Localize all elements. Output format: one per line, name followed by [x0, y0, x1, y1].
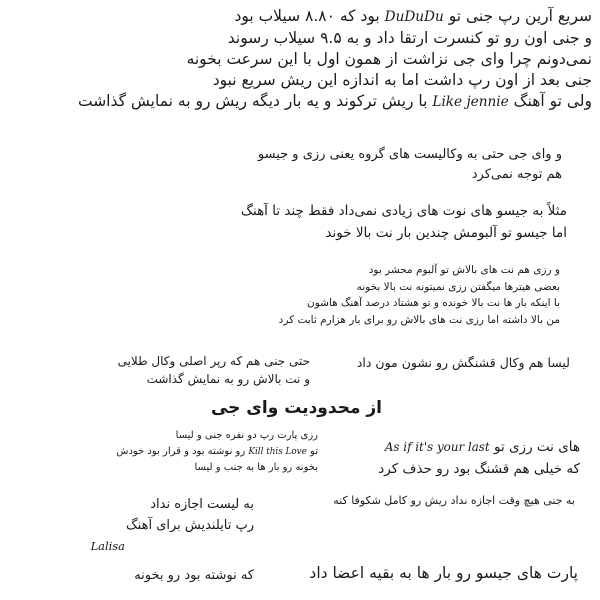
- text-line: [378, 436, 580, 458]
- paragraph-rap-speed: [78, 6, 592, 113]
- song-title-lalisa: [91, 539, 125, 554]
- song-title-kill-this-love: Kill this Love: [248, 447, 307, 457]
- text-line: بخونه رو بار ها به جنب و لیسا: [194, 462, 318, 473]
- paragraph-jennie-vocal: [118, 352, 310, 388]
- text-line: و رزی هم نت های بالاش تو آلبوم محشر بود: [368, 264, 560, 276]
- paragraph-lisa-vocal: [357, 355, 570, 370]
- text-line: [78, 91, 592, 113]
- paragraph-rose-rap-part: [116, 428, 318, 476]
- text-line: به جنی هیچ وقت اجازه نداد ریش رو کامل شکوفا کنه: [333, 494, 575, 507]
- text-line: حتی جنی هم که رپر اصلی وکال طلایی: [117, 354, 310, 368]
- text-segment: های نت رزی تو: [493, 439, 580, 455]
- text-line: که نوشته بود رو بخونه: [134, 568, 254, 583]
- paragraph-rose-notes: [279, 262, 560, 328]
- text-segment: سریع آرین رپ جنی تو: [448, 7, 592, 25]
- text-line: بعضی هیترها میگفتن رزی نمیتونه نت بالا بخونه: [356, 280, 560, 293]
- text-segment: ولی تو آهنگ: [513, 92, 592, 110]
- paragraph-rose-notes-removed: [378, 436, 580, 480]
- text-segment: تو: [310, 446, 318, 457]
- text-line: رپ تایلندیش برای آهنگ: [126, 518, 254, 533]
- text-line: و جنی اون رو تو کنسرت ارتقا داد و به ۹.۵ سیلاب رسوند: [227, 29, 592, 47]
- text-line: اما جیسو تو آلبومش چندین بار نت بالا خوند: [325, 225, 567, 241]
- song-title-as-if-its-your-last: As if it's your last: [384, 440, 490, 454]
- text-line: و نت بالاش رو به نمایش گذاشت: [146, 372, 310, 386]
- text-segment: رو نوشته بود و قرار بود خودش: [116, 446, 246, 457]
- text-line: پارت های جیسو رو بار ها به بقیه اعضا داد: [309, 564, 578, 582]
- text-line: نمی‌دونم چرا وای جی نزاشت از همون اول با این سرعت بخونه: [186, 50, 592, 68]
- paragraph-lisa-thai-rap: [126, 494, 254, 536]
- text-segment: بود که ۸.۸۰ سیلاب بود: [234, 7, 380, 25]
- script-text: Lalisa: [90, 539, 125, 553]
- paragraph-lisa-written: [134, 568, 254, 583]
- text-line: و وای جی حتی به وکالیست های گروه یعنی رزی و جیسو: [257, 147, 562, 162]
- text-segment: با ریش ترکوند و یه بار دیگه ریش رو به نمایش گذاشت: [77, 92, 428, 110]
- heading-text: از محدودیت وای جی: [210, 398, 382, 418]
- paragraph-jisoo-parts: [309, 564, 578, 582]
- text-line: لیسا هم وکال قشنگش رو نشون مون داد: [356, 355, 570, 370]
- text-line: مثلاً به جیسو های نوت های زیادی نمی‌داد فقط چند تا آهنگ: [240, 203, 567, 219]
- text-line: با اینکه بار ها نت بالا خونده و تو هشتاد درصد آهنگ هاشون: [307, 297, 560, 309]
- paragraph-jennie-never-allowed: [333, 494, 575, 507]
- text-line: به لیست اجازه نداد: [150, 497, 254, 512]
- section-heading: [211, 398, 382, 418]
- text-line: [116, 444, 318, 460]
- text-line: که خیلی هم قشنگ بود رو حذف کرد: [378, 461, 580, 477]
- text-line: [78, 6, 592, 28]
- song-title-dududu: DuDuDu: [384, 9, 444, 25]
- song-title-like-jennie: Like jennie: [432, 94, 509, 110]
- text-line: هم توجه نمی‌کرد: [471, 167, 562, 182]
- paragraph-jisoo-notes: [241, 200, 567, 244]
- text-line: من بالا داشته اما رزی نت های بالاش رو برای بار هزارم ثابت کرد: [278, 313, 560, 326]
- paragraph-vocalists: [258, 145, 562, 185]
- text-line: رزی پارت رپ دو نفره جنی و لیسا: [175, 430, 318, 441]
- text-line: جنی بعد از اون رپ داشت اما به اندازه این ریش سریع نبود: [212, 71, 592, 89]
